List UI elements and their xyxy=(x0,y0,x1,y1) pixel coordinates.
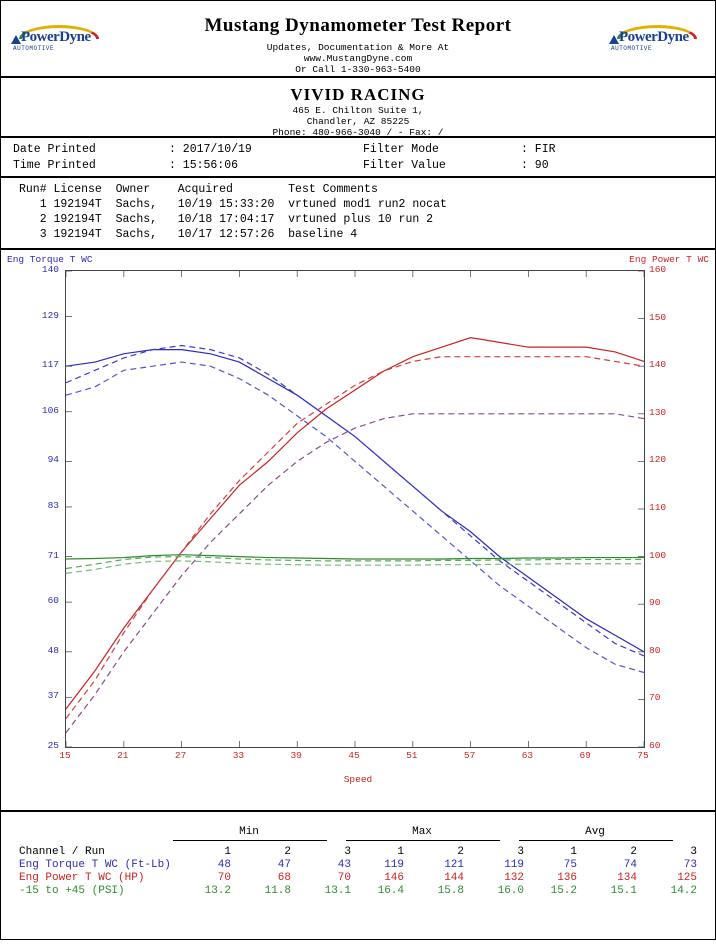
y-tick-right: 80 xyxy=(649,644,661,656)
x-tick: 15 xyxy=(59,750,71,761)
header-subtitle-2: www.MustangDyne.com xyxy=(303,53,413,64)
logo-subtext: AUTOMOTIVE xyxy=(13,45,55,52)
stats-cell: 16.4 xyxy=(377,885,404,897)
powerdyne-logo-left xyxy=(9,25,109,55)
stats-cell: 15.1 xyxy=(610,885,637,897)
y-tick-right: 120 xyxy=(649,454,667,466)
stats-cell: 125 xyxy=(677,872,697,884)
stats-group-header: Avg xyxy=(585,826,605,838)
y-tick-right: 100 xyxy=(649,549,667,561)
dealer-block xyxy=(0,78,716,138)
stats-cell: 47 xyxy=(277,859,291,871)
filter-value-label: Filter Value xyxy=(363,159,446,172)
y-tick-left: 106 xyxy=(41,404,59,416)
page-title: Mustang Dynamometer Test Report xyxy=(204,15,512,36)
stats-cell: 146 xyxy=(384,872,404,884)
stats-group-header: Min xyxy=(239,826,259,838)
stats-row-label: Eng Power T WC (HP) xyxy=(19,872,145,884)
stats-run-number: 2 xyxy=(630,846,637,858)
y-tick-right: 70 xyxy=(649,692,661,704)
series-line xyxy=(66,555,644,559)
stats-channel-header: Channel / Run xyxy=(19,846,105,858)
logo-triangle-icon xyxy=(609,35,619,44)
stats-cell: 70 xyxy=(337,872,351,884)
filter-mode-value: : FIR xyxy=(521,143,556,156)
stats-cell: 74 xyxy=(623,859,637,871)
x-tick: 57 xyxy=(463,750,476,761)
dealer-phone: Phone: 480-966-3040 / - Fax: / xyxy=(272,127,444,138)
date-printed-label: Date Printed xyxy=(13,143,96,156)
stats-cell: 68 xyxy=(277,872,291,884)
stats-cell: 48 xyxy=(217,859,231,871)
runs-row: 3 192194T Sachs, 10/17 12:57:26 baseline 4 xyxy=(19,228,358,241)
stats-cell: 144 xyxy=(444,872,464,884)
stats-run-number: 2 xyxy=(457,846,464,858)
report-header xyxy=(0,0,716,78)
y-tick-left: 37 xyxy=(47,690,59,702)
dealer-address: 465 E. Chilton Suite 1, xyxy=(292,105,424,116)
date-printed-value: : 2017/10/19 xyxy=(169,143,252,156)
y-tick-left: 129 xyxy=(41,309,59,321)
time-printed-value: : 15:56:06 xyxy=(169,159,239,172)
x-tick: 39 xyxy=(290,750,302,761)
stats-group-rule xyxy=(519,840,673,841)
stats-row-label: -15 to +45 (PSI) xyxy=(19,885,125,897)
y-tick-left: 83 xyxy=(47,499,59,511)
x-tick: 51 xyxy=(406,750,418,761)
powerdyne-logo-right xyxy=(607,25,707,55)
x-tick: 75 xyxy=(637,750,649,761)
logo-text: PowerDyne xyxy=(21,29,91,45)
runs-header: Run# License Owner Acquired Test Comments xyxy=(19,183,378,196)
dealer-city: Chandler, AZ 85225 xyxy=(306,116,410,127)
filter-value-value: : 90 xyxy=(521,159,549,172)
stats-run-number: 3 xyxy=(344,846,351,858)
stats-cell: 119 xyxy=(384,859,404,871)
stats-cell: 119 xyxy=(504,859,524,871)
right-axis-label: Eng Power T WC xyxy=(629,254,709,265)
stats-run-number: 3 xyxy=(690,846,697,858)
runs-row: 1 192194T Sachs, 10/19 15:33:20 vrtuned mod1 run2 nocat xyxy=(19,198,447,211)
series-line xyxy=(66,362,644,672)
series-line xyxy=(66,350,644,652)
series-line xyxy=(66,338,644,709)
y-tick-right: 150 xyxy=(649,311,667,323)
stats-cell: 134 xyxy=(617,872,637,884)
y-tick-left: 71 xyxy=(47,549,59,561)
y-tick-right: 110 xyxy=(649,502,667,513)
stats-cell: 132 xyxy=(504,872,524,884)
stats-row-label: Eng Torque T WC (Ft-Lb) xyxy=(19,859,171,871)
logo-text: PowerDyne xyxy=(619,29,689,45)
y-tick-right: 160 xyxy=(649,264,667,275)
x-tick: 33 xyxy=(232,750,245,761)
plot-svg xyxy=(66,271,644,747)
x-tick: 27 xyxy=(174,750,187,761)
y-tick-right: 60 xyxy=(649,740,661,751)
stats-run-number: 1 xyxy=(570,846,577,858)
left-axis-label: Eng Torque T WC xyxy=(7,254,93,265)
stats-cell: 121 xyxy=(444,859,464,871)
stats-cell: 70 xyxy=(217,872,231,884)
y-tick-right: 90 xyxy=(649,597,661,609)
stats-cell: 15.8 xyxy=(437,885,464,897)
x-tick: 45 xyxy=(348,750,360,761)
stats-run-number: 2 xyxy=(284,846,291,858)
series-line xyxy=(66,357,644,719)
stats-group-rule xyxy=(173,840,327,841)
stats-run-number: 1 xyxy=(224,846,231,858)
x-tick: 21 xyxy=(117,750,129,761)
runs-row: 2 192194T Sachs, 10/18 17:04:17 vrtuned plus 10 run 2 xyxy=(19,213,434,226)
y-tick-left: 117 xyxy=(41,359,59,371)
stats-cell: 13.2 xyxy=(204,885,231,897)
stats-cell: 11.8 xyxy=(264,885,291,897)
stats-cell: 16.0 xyxy=(497,885,524,897)
stats-cell: 13.1 xyxy=(324,885,351,897)
stats-cell: 14.2 xyxy=(670,885,697,897)
series-line xyxy=(66,561,644,573)
header-subtitle-1: Updates, Documentation & More At xyxy=(266,42,450,53)
series-line xyxy=(66,346,644,656)
stats-run-number: 3 xyxy=(517,846,524,858)
x-axis-label: Speed xyxy=(343,774,373,785)
y-tick-left: 25 xyxy=(47,740,59,751)
stats-cell: 15.2 xyxy=(550,885,577,897)
stats-cell: 75 xyxy=(563,859,577,871)
logo-triangle-icon xyxy=(11,35,21,44)
time-printed-label: Time Printed xyxy=(13,159,96,172)
y-tick-left: 60 xyxy=(47,595,59,607)
dealer-name: VIVID RACING xyxy=(290,85,426,104)
y-tick-right: 140 xyxy=(649,359,667,371)
stats-cell: 73 xyxy=(683,859,697,871)
filter-mode-label: Filter Mode xyxy=(363,143,439,156)
y-tick-left: 140 xyxy=(41,264,59,275)
plot-area xyxy=(65,270,645,748)
header-subtitle-3: Or Call 1-330-963-5400 xyxy=(295,64,421,75)
stats-group-rule xyxy=(346,840,500,841)
logo-subtext: AUTOMOTIVE xyxy=(611,45,653,52)
y-tick-left: 48 xyxy=(47,644,59,656)
stats-table xyxy=(0,810,716,940)
stats-cell: 136 xyxy=(557,872,577,884)
stats-group-header: Max xyxy=(412,826,432,838)
stats-cell: 43 xyxy=(337,859,351,871)
runs-table xyxy=(0,178,716,250)
y-tick-right: 130 xyxy=(649,406,667,418)
dyno-chart xyxy=(0,250,716,810)
x-tick: 63 xyxy=(521,750,534,761)
print-info-block xyxy=(0,138,716,178)
x-tick: 69 xyxy=(579,750,591,761)
y-tick-left: 94 xyxy=(47,454,59,466)
stats-run-number: 1 xyxy=(397,846,404,858)
